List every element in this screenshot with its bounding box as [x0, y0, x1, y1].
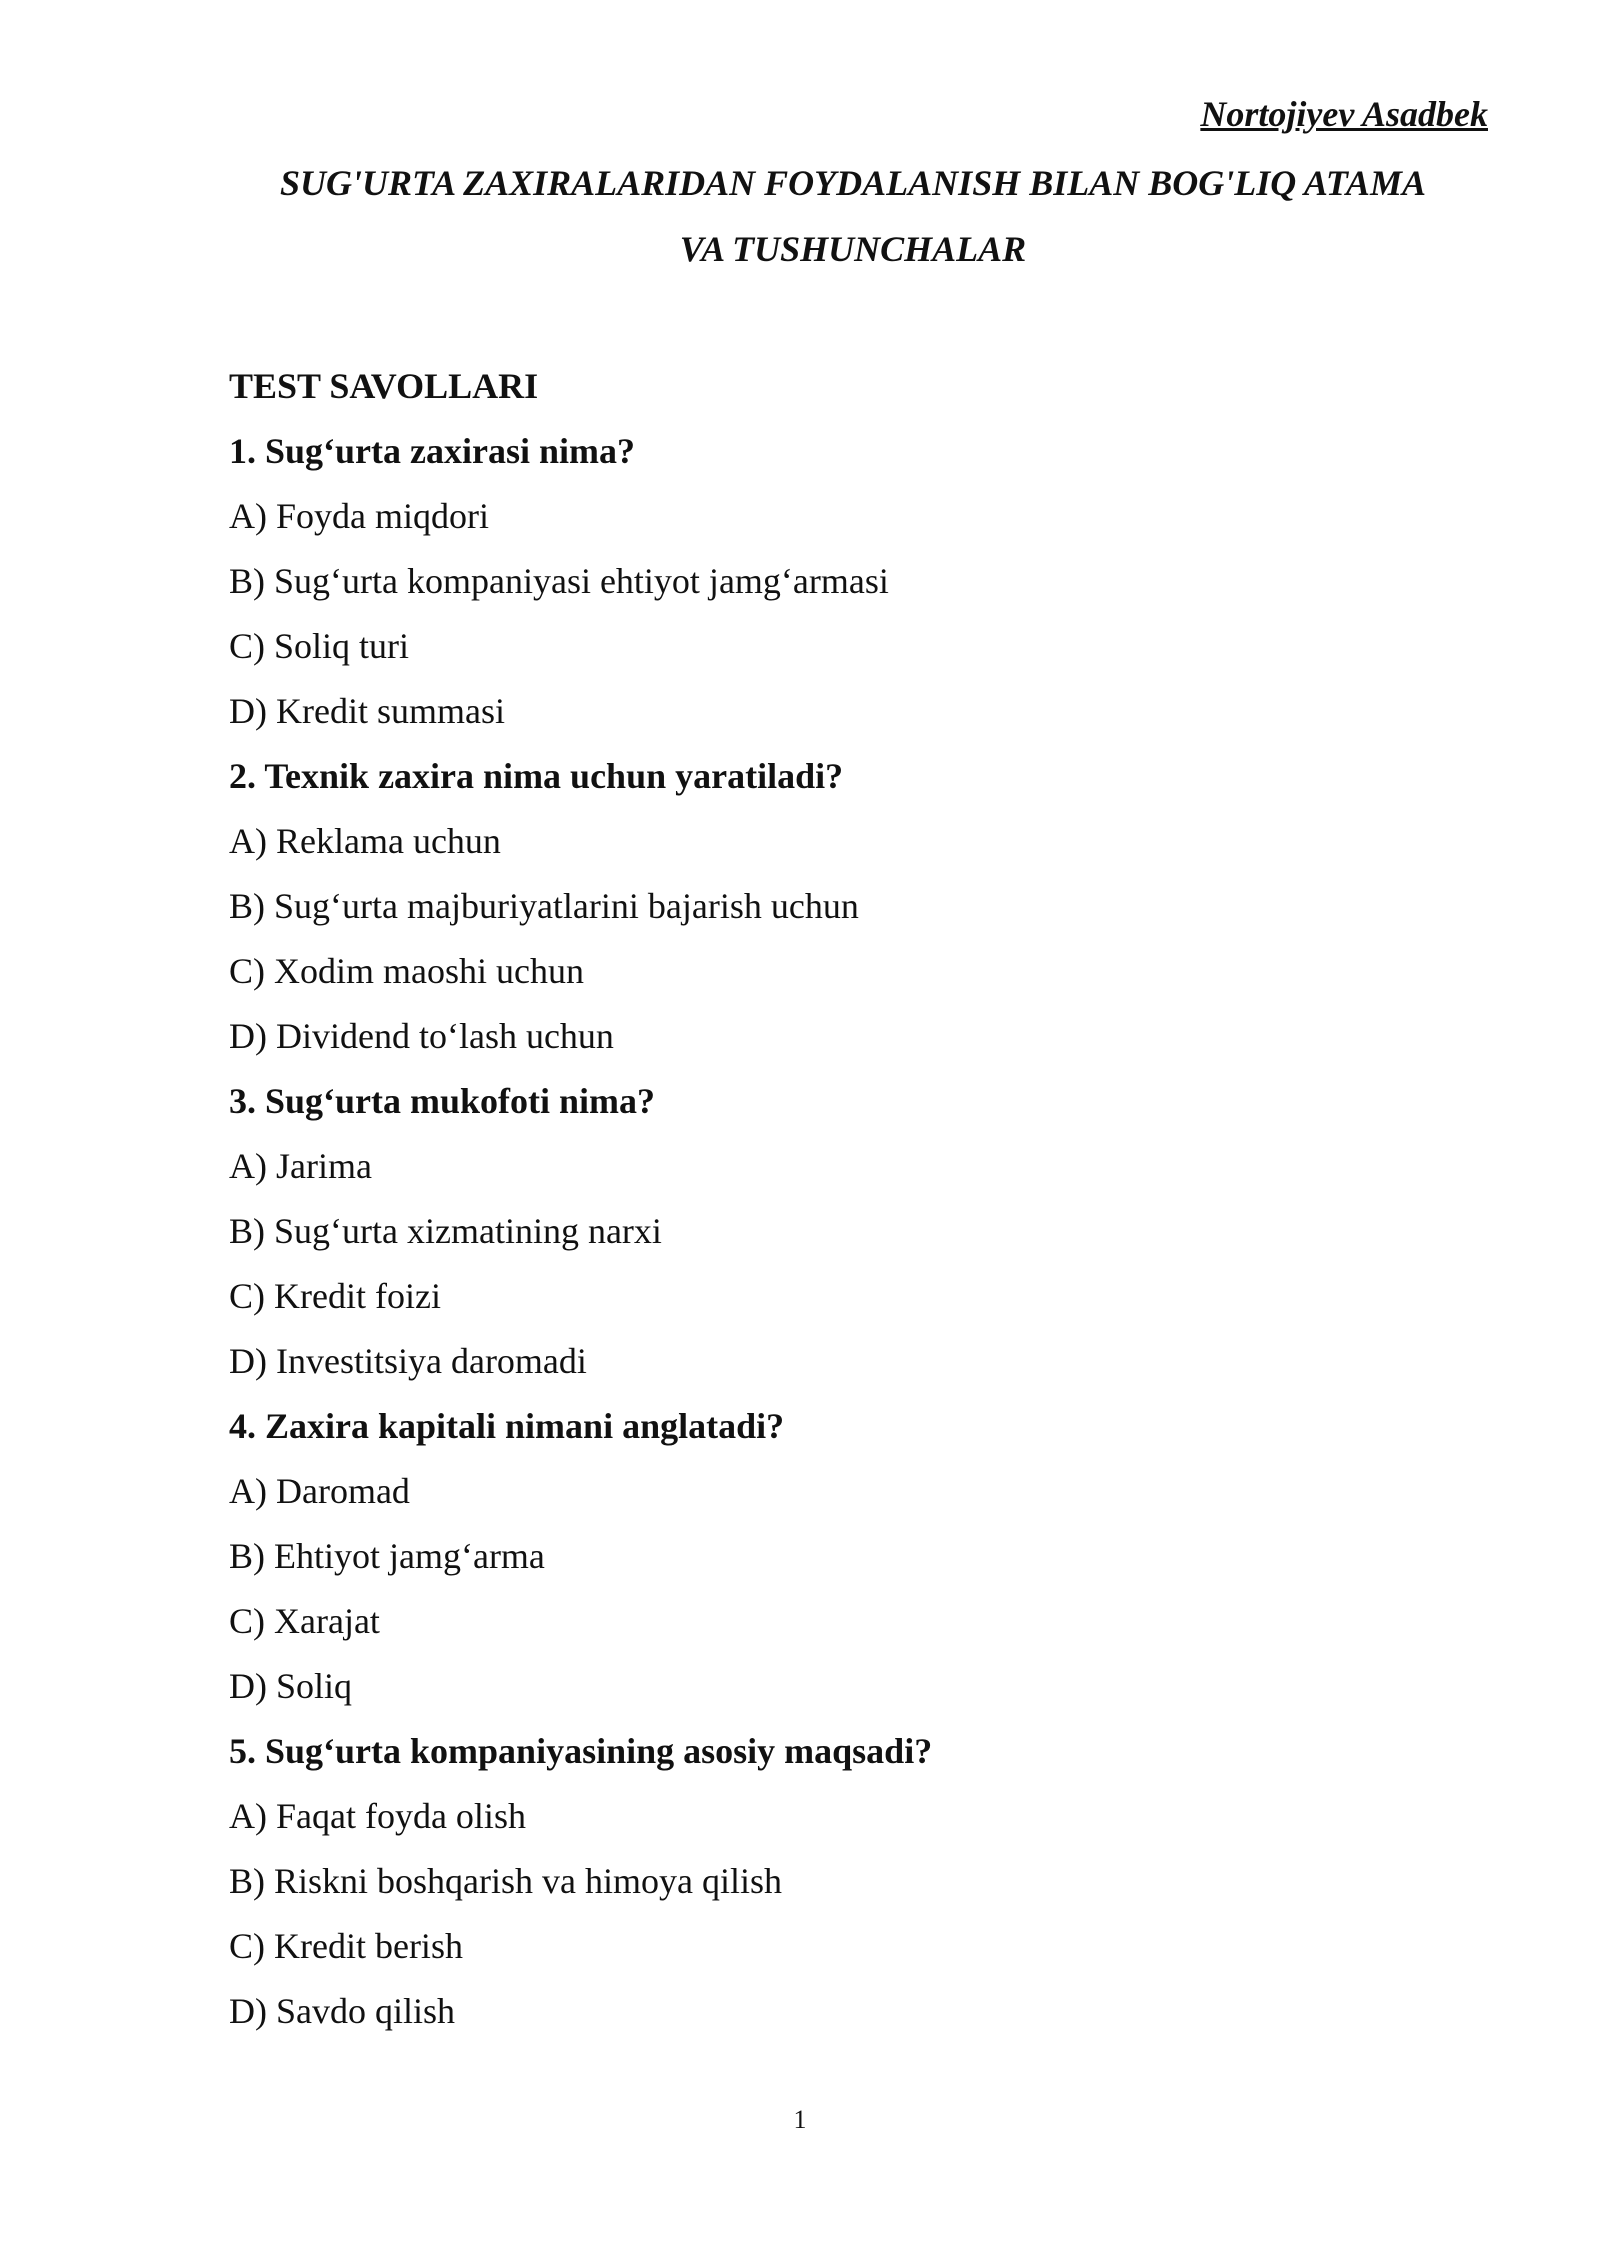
answer-option-b: B) Sug‘urta kompaniyasi ehtiyot jamg‘armasi: [229, 561, 889, 601]
question-block-5: [229, 1719, 1429, 2044]
page-number: 1: [793, 2105, 807, 2134]
answer-option-c: C) Kredit berish: [229, 1926, 463, 1966]
answer-option-c: C) Xarajat: [229, 1601, 380, 1641]
answer-option-a: A) Faqat foyda olish: [229, 1796, 526, 1836]
question-text: 2. Texnik zaxira nima uchun yaratiladi?: [229, 756, 844, 796]
question-text: 3. Sug‘urta mukofoti nima?: [229, 1081, 656, 1121]
answer-option-c: C) Kredit foizi: [229, 1276, 441, 1316]
answer-option-d: D) Investitsiya daromadi: [229, 1341, 587, 1381]
answer-option-d: D) Dividend to‘lash uchun: [229, 1016, 614, 1056]
answer-option-b: B) Ehtiyot jamg‘arma: [229, 1536, 545, 1576]
answer-option-a: A) Jarima: [229, 1146, 372, 1186]
answer-option-b: B) Sug‘urta majburiyatlarini bajarish uchun: [229, 886, 859, 926]
answer-option-a: A) Reklama uchun: [229, 821, 501, 861]
answer-option-d: D) Savdo qilish: [229, 1991, 456, 2031]
title-line-2: VA TUSHUNCHALAR: [679, 229, 1027, 269]
answer-option-b: B) Riskni boshqarish va himoya qilish: [229, 1861, 782, 1901]
answer-option-b: B) Sug‘urta xizmatining narxi: [229, 1211, 662, 1251]
answer-option-c: C) Xodim maoshi uchun: [229, 951, 584, 991]
title-line-1: SUG'URTA ZAXIRALARIDAN FOYDALANISH BILAN BOG'LIQ ATAMA: [280, 163, 1426, 203]
answer-option-a: A) Daromad: [229, 1471, 410, 1511]
answer-option-a: A) Foyda miqdori: [229, 496, 489, 536]
answer-option-d: D) Kredit summasi: [229, 691, 505, 731]
question-block-4: [229, 1394, 1429, 1719]
answer-option-d: D) Soliq: [229, 1666, 353, 1706]
question-text: 5. Sug‘urta kompaniyasining asosiy maqsadi?: [229, 1731, 933, 1771]
section-heading: TEST SAVOLLARI: [229, 366, 539, 406]
question-block-1: [229, 419, 1429, 744]
document-title: [228, 150, 1478, 282]
question-block-2: [229, 744, 1429, 1069]
answer-option-c: C) Soliq turi: [229, 626, 410, 666]
question-block-3: [229, 1069, 1429, 1394]
test-content: [229, 354, 1429, 2044]
question-text: 1. Sug‘urta zaxirasi nima?: [229, 431, 636, 471]
author-name: Nortojiyev Asadbek: [1200, 94, 1488, 134]
question-text: 4. Zaxira kapitali nimani anglatadi?: [229, 1406, 785, 1446]
